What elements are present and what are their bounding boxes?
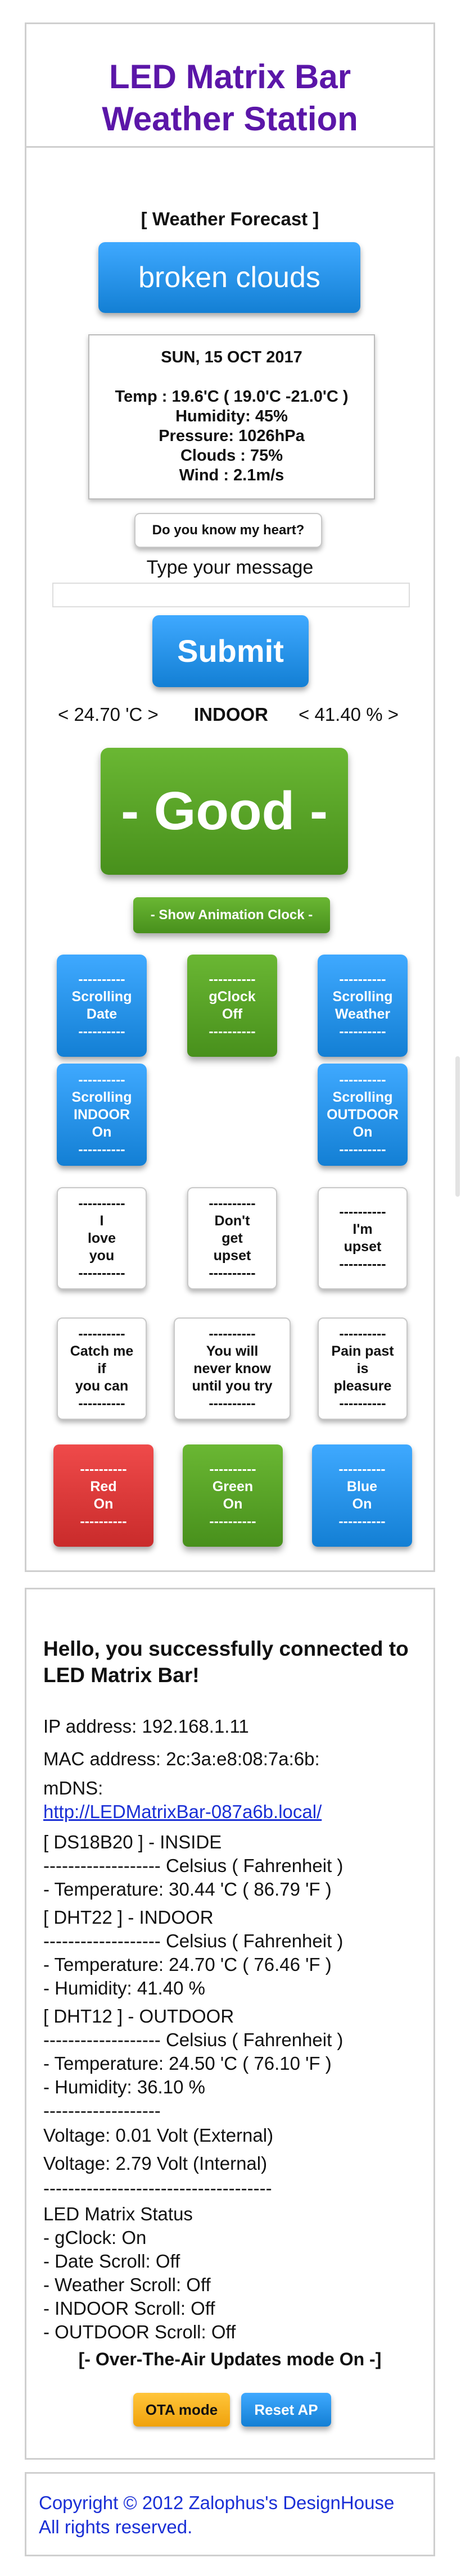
controls-panel: [25, 146, 435, 1572]
voltage-internal: Voltage: 2.79 Volt (Internal): [43, 2153, 268, 2174]
forecast-temp: Temp : 19.6'C ( 19.0'C -21.0'C ): [115, 388, 349, 406]
divider-2: -------------------------------------: [43, 2178, 272, 2198]
indoor-humidity: < 41.40 % >: [299, 704, 399, 725]
scrolling-date-button[interactable]: ---------- Scrolling Date ----------: [57, 955, 147, 1057]
footer-panel: [25, 2472, 435, 2556]
title-line-2: Weather Station: [102, 100, 358, 138]
indoor-scroll-status: - INDOOR Scroll: Off: [43, 2298, 215, 2319]
page-scrollbar[interactable]: [455, 1056, 460, 1197]
air-quality-button[interactable]: - Good -: [101, 748, 348, 875]
forecast-card: [88, 334, 375, 499]
divider-1: -------------------: [43, 2100, 161, 2121]
love-you-button[interactable]: ---------- I love you ----------: [57, 1187, 147, 1289]
mdns-link[interactable]: http://LEDMatrixBar-087a6b.local/: [43, 1801, 322, 1822]
date-scroll-status: - Date Scroll: Off: [43, 2251, 180, 2271]
message-label: Type your message: [146, 557, 314, 578]
weather-scroll-status: - Weather Scroll: Off: [43, 2274, 211, 2295]
dht22-temperature: - Temperature: 24.70 'C ( 76.46 'F ): [43, 1954, 332, 1975]
ota-mode-button[interactable]: OTA mode: [133, 2393, 230, 2427]
submit-button[interactable]: Submit: [152, 615, 309, 687]
never-know-button[interactable]: ---------- You will never know until you try ----------: [174, 1317, 291, 1420]
status-heading: Hello, you successfully connected to LED Matrix Bar!: [43, 1637, 409, 1687]
copyright-text: Copyright © 2012 Zalophus's DesignHouse All rights reserved.: [39, 2492, 395, 2537]
pain-past-button[interactable]: ---------- Pain past is pleasure ----------: [318, 1317, 408, 1420]
scrolling-indoor-button[interactable]: ---------- Scrolling INDOOR On ----------: [57, 1064, 147, 1166]
blue-led-button[interactable]: ---------- Blue On ----------: [312, 1444, 412, 1547]
dht12-separator: ------------------- Celsius ( Fahrenheit ): [43, 2029, 344, 2050]
green-led-button[interactable]: ---------- Green On ----------: [183, 1444, 283, 1547]
ds18b20-separator: ------------------- Celsius ( Fahrenheit ): [43, 1855, 344, 1876]
dht12-title: [ DHT12 ] - OUTDOOR: [43, 2006, 234, 2027]
ds18b20-temperature: - Temperature: 30.44 'C ( 86.79 'F ): [43, 1879, 332, 1900]
ota-note: [- Over-The-Air Updates mode On -]: [78, 2349, 382, 2369]
forecast-label: [ Weather Forecast ]: [141, 208, 319, 229]
dht22-humidity: - Humidity: 41.40 %: [43, 1978, 205, 1998]
indoor-label: INDOOR: [194, 704, 268, 725]
page-title: [26, 56, 433, 140]
outdoor-scroll-status: - OUTDOOR Scroll: Off: [43, 2321, 236, 2342]
led-status-title: LED Matrix Status: [43, 2204, 193, 2224]
dht22-separator: ------------------- Celsius ( Fahrenheit ): [43, 1930, 344, 1951]
message-input[interactable]: [52, 583, 410, 607]
status-panel: [25, 1588, 435, 2460]
title-line-1: LED Matrix Bar: [109, 58, 351, 96]
forecast-wind: Wind : 2.1m/s: [179, 466, 284, 484]
catch-me-button[interactable]: ---------- Catch me if you can ----------: [57, 1317, 147, 1420]
dht12-temperature: - Temperature: 24.50 'C ( 76.10 'F ): [43, 2053, 332, 2074]
dont-get-upset-button[interactable]: ---------- Don't get upset ----------: [187, 1187, 277, 1289]
forecast-humidity: Humidity: 45%: [175, 407, 288, 425]
scrolling-outdoor-button[interactable]: ---------- Scrolling OUTDOOR On ----------: [318, 1064, 408, 1166]
forecast-date: SUN, 15 OCT 2017: [161, 348, 302, 366]
heart-button[interactable]: Do you know my heart?: [134, 513, 322, 548]
dht22-title: [ DHT22 ] - INDOOR: [43, 1907, 214, 1928]
forecast-condition-button[interactable]: broken clouds: [98, 242, 360, 313]
dht12-humidity: - Humidity: 36.10 %: [43, 2077, 205, 2097]
gclock-toggle-button[interactable]: ---------- gClock Off ----------: [187, 955, 277, 1057]
forecast-clouds: Clouds : 75%: [180, 447, 283, 465]
mdns-label: mDNS:: [43, 1778, 103, 1798]
ip-address: IP address: 192.168.1.11: [43, 1716, 249, 1737]
show-animation-clock-button[interactable]: - Show Animation Clock -: [133, 897, 330, 933]
red-led-button[interactable]: ---------- Red On ----------: [53, 1444, 153, 1547]
scrolling-weather-button[interactable]: ---------- Scrolling Weather ----------: [318, 955, 408, 1057]
voltage-external: Voltage: 0.01 Volt (External): [43, 2125, 274, 2146]
im-upset-button[interactable]: ---------- I'm upset ----------: [318, 1187, 408, 1289]
gclock-status: - gClock: On: [43, 2227, 147, 2248]
reset-ap-button[interactable]: Reset AP: [241, 2393, 331, 2427]
indoor-temp: < 24.70 'C >: [58, 704, 159, 725]
mac-address: MAC address: 2c:3a:e8:08:7a:6b:: [43, 1748, 320, 1769]
ds18b20-title: [ DS18B20 ] - INSIDE: [43, 1832, 222, 1852]
forecast-pressure: Pressure: 1026hPa: [159, 427, 305, 445]
